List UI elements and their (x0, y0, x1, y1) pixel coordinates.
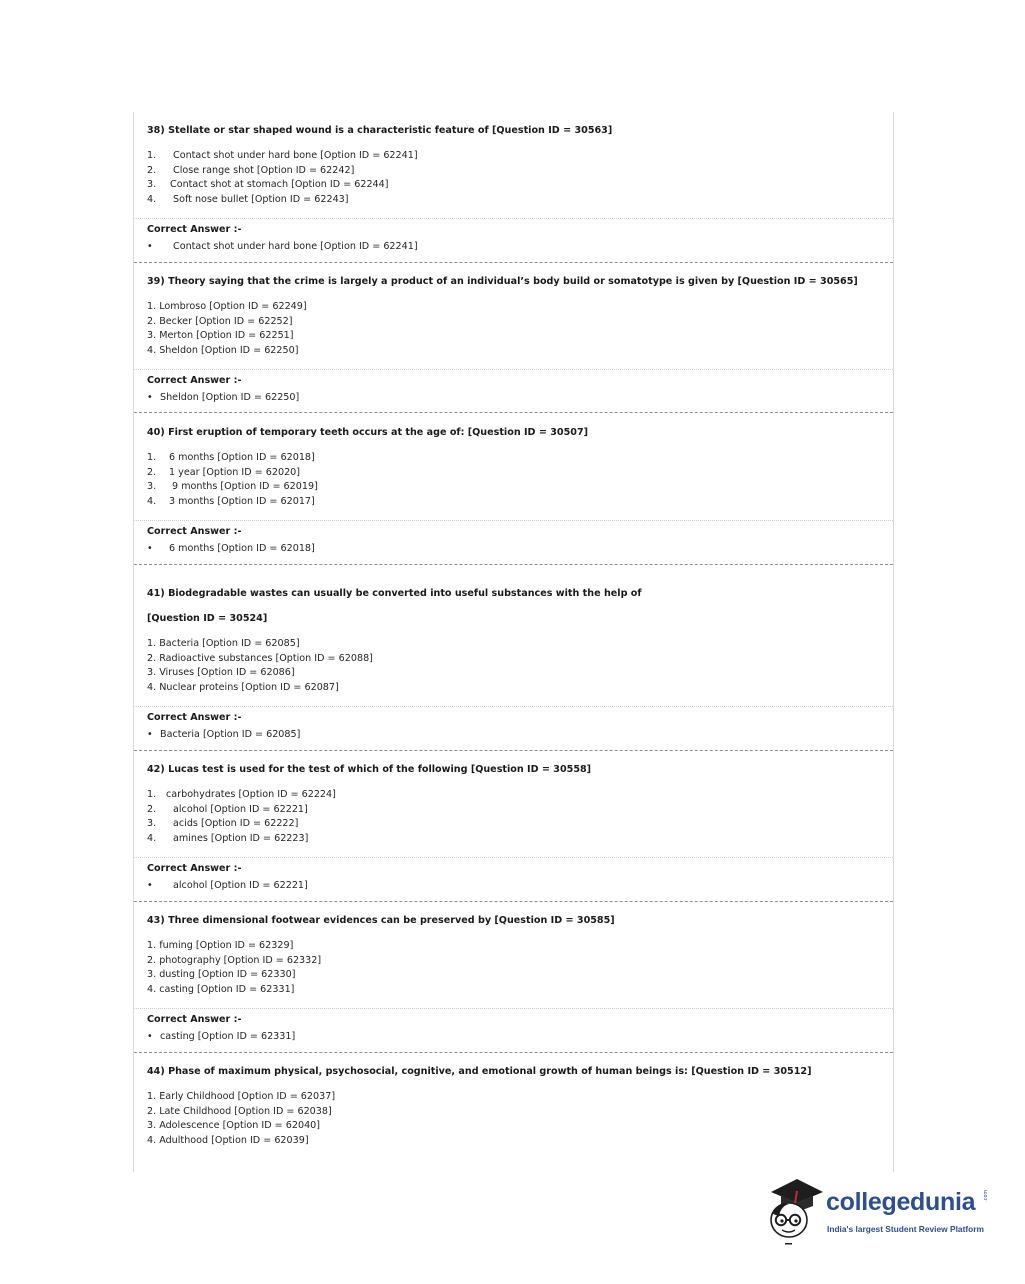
question-38-title: 38) Stellate or star shaped wound is a characteristic feature of [Question ID = 30563] (147, 125, 613, 136)
question-42-option-2: 2. alcohol [Option ID = 62221] (147, 804, 308, 815)
divider (134, 706, 893, 707)
mascot-icon (767, 1176, 825, 1248)
question-44-option-3: 3. Adolescence [Option ID = 62040] (147, 1120, 321, 1131)
question-39-answer: • Sheldon [Option ID = 62250] (147, 392, 300, 403)
question-sheet (133, 112, 894, 1172)
question-38-option-1: 1. Contact shot under hard bone [Option ID = 62241] (147, 150, 418, 161)
question-43-option-1: 1. fuming [Option ID = 62329] (147, 940, 294, 951)
question-40-option-1: 1. 6 months [Option ID = 62018] (147, 452, 315, 463)
correct-answer-label: Correct Answer :- (147, 375, 242, 386)
question-40-option-4: 4. 3 months [Option ID = 62017] (147, 496, 315, 507)
question-38-option-4: 4. Soft nose bullet [Option ID = 62243] (147, 194, 349, 205)
question-41-answer: • Bacteria [Option ID = 62085] (147, 729, 301, 740)
question-42-title: 42) Lucas test is used for the test of which of the following [Question ID = 30558] (147, 764, 592, 775)
question-separator (134, 262, 893, 263)
divider (134, 520, 893, 521)
question-41-option-2: 2. Radioactive substances [Option ID = 62088] (147, 653, 373, 664)
question-43-title: 43) Three dimensional footwear evidences can be preserved by [Question ID = 30585] (147, 915, 615, 926)
question-40-answer: • 6 months [Option ID = 62018] (147, 543, 315, 554)
question-42-option-3: 3. acids [Option ID = 62222] (147, 818, 299, 829)
question-separator (134, 901, 893, 902)
logo-tagline: India's largest Student Review Platform (827, 1224, 984, 1234)
divider (134, 218, 893, 219)
question-44-option-2: 2. Late Childhood [Option ID = 62038] (147, 1106, 332, 1117)
question-41-option-3: 3. Viruses [Option ID = 62086] (147, 667, 295, 678)
question-42-answer: • alcohol [Option ID = 62221] (147, 880, 308, 891)
question-44-option-1: 1. Early Childhood [Option ID = 62037] (147, 1091, 336, 1102)
correct-answer-label: Correct Answer :- (147, 712, 242, 723)
divider (134, 857, 893, 858)
question-42-option-4: 4. amines [Option ID = 62223] (147, 833, 309, 844)
correct-answer-label: Correct Answer :- (147, 863, 242, 874)
question-separator (134, 1052, 893, 1053)
question-39-option-1: 1. Lombroso [Option ID = 62249] (147, 301, 307, 312)
question-39-option-3: 3. Merton [Option ID = 62251] (147, 330, 294, 341)
question-43-option-3: 3. dusting [Option ID = 62330] (147, 969, 296, 980)
question-41-option-1: 1. Bacteria [Option ID = 62085] (147, 638, 300, 649)
question-separator (134, 564, 893, 565)
question-39-option-4: 4. Sheldon [Option ID = 62250] (147, 345, 299, 356)
collegedunia-logo[interactable] (767, 1176, 997, 1248)
correct-answer-label: Correct Answer :- (147, 1014, 242, 1025)
question-38-option-3: 3. Contact shot at stomach [Option ID = 62244] (147, 179, 389, 190)
question-43-option-2: 2. photography [Option ID = 62332] (147, 955, 322, 966)
question-40-option-2: 2. 1 year [Option ID = 62020] (147, 467, 301, 478)
correct-answer-label: Correct Answer :- (147, 526, 242, 537)
divider (134, 1008, 893, 1009)
question-39-title: 39) Theory saying that the crime is largely a product of an individual’s body build or somatotype is given by [Question ID = 30565] (147, 276, 858, 287)
question-40-title: 40) First eruption of temporary teeth occurs at the age of: [Question ID = 30507] (147, 427, 588, 438)
logo-wordmark: collegedunia (826, 1188, 976, 1216)
question-44-option-4: 4. Adulthood [Option ID = 62039] (147, 1135, 309, 1146)
divider (134, 369, 893, 370)
question-41-id: [Question ID = 30524] (147, 613, 268, 624)
question-38-answer: • Contact shot under hard bone [Option ID = 62241] (147, 241, 418, 252)
correct-answer-label: Correct Answer :- (147, 224, 242, 235)
logo-suffix: .com (983, 1189, 989, 1202)
question-separator (134, 412, 893, 413)
question-43-answer: • casting [Option ID = 62331] (147, 1031, 296, 1042)
question-42-option-1: 1. carbohydrates [Option ID = 62224] (147, 789, 336, 800)
question-38-option-2: 2. Close range shot [Option ID = 62242] (147, 165, 355, 176)
question-43-option-4: 4. casting [Option ID = 62331] (147, 984, 295, 995)
question-41-title: 41) Biodegradable wastes can usually be converted into useful substances with the help of (147, 588, 642, 599)
question-separator (134, 750, 893, 751)
question-40-option-3: 3. 9 months [Option ID = 62019] (147, 481, 318, 492)
question-41-option-4: 4. Nuclear proteins [Option ID = 62087] (147, 682, 339, 693)
question-44-title: 44) Phase of maximum physical, psychosocial, cognitive, and emotional growth of human beings is: [Question ID = 30512] (147, 1066, 812, 1077)
question-39-option-2: 2. Becker [Option ID = 62252] (147, 316, 293, 327)
